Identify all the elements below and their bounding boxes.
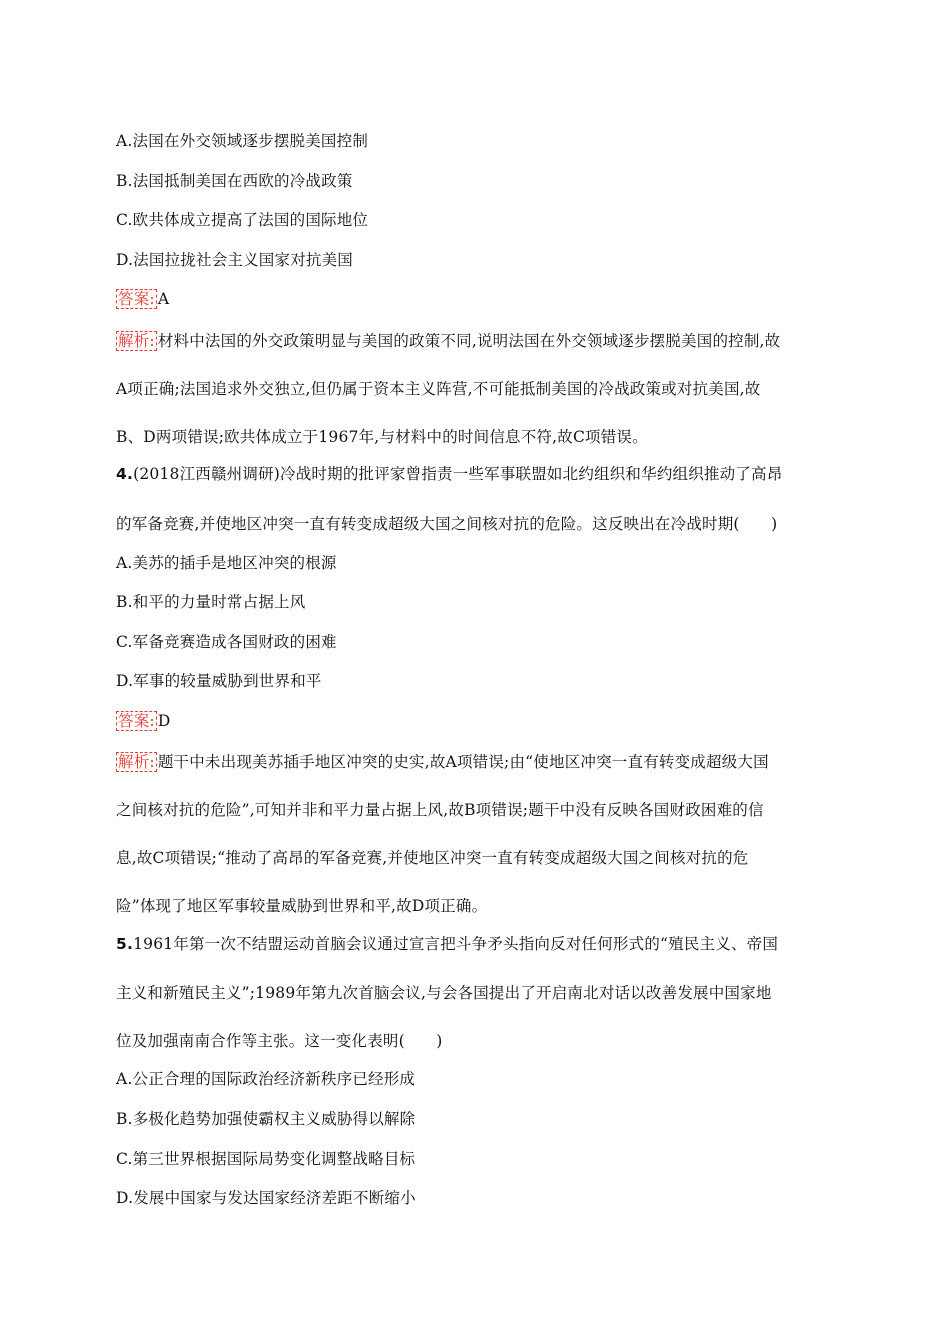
q3-option-b: B.法国抵制美国在西欧的冷战政策 — [116, 172, 353, 190]
q4-answer — [116, 710, 170, 732]
q3-option-c: C.欧共体成立提高了法国的国际地位 — [116, 211, 369, 229]
q3-analysis-line-2: A项正确;法国追求外交独立,但仍属于资本主义阵营,不可能抵制美国的冷战政策或对抗美国,故 — [116, 380, 761, 398]
answer-tag: 答案: — [118, 290, 155, 308]
q4-analysis-line-1 — [116, 751, 769, 773]
q4-number: 4. — [116, 465, 134, 483]
q4-analysis-text-1: 题干中未出现美苏插手地区冲突的史实,故A项错误;由“使地区冲突一直有转变成超级大国 — [157, 753, 769, 771]
q3-analysis-line-3: B、D两项错误;欧共体成立于1967年,与材料中的时间信息不符,故C项错误。 — [116, 428, 648, 446]
q3-answer-value: A — [157, 290, 170, 308]
analysis-tag: 解析: — [118, 332, 155, 350]
q4-analysis-line-2: 之间核对抗的危险”,可知并非和平力量占据上风,故B项错误;题干中没有反映各国财政困难的信 — [116, 801, 764, 819]
q5-stem-line-2: 主义和新殖民主义”;1989年第九次首脑会议,与会各国提出了开启南北对话以改善发展中国家地 — [116, 984, 772, 1002]
q3-option-a: A.法国在外交领域逐步摆脱美国控制 — [116, 132, 369, 150]
answer-tag: 答案: — [118, 712, 155, 730]
q4-stem-text-1: (2018江西赣州调研)冷战时期的批评家曾指责一些军事联盟如北约组织和华约组织推动了高昂 — [133, 465, 783, 483]
q4-analysis-line-4: 险”体现了地区军事较量威胁到世界和平,故D项正确。 — [116, 897, 488, 915]
q4-option-d: D.军事的较量威胁到世界和平 — [116, 672, 322, 690]
q3-analysis-text-1: 材料中法国的外交政策明显与美国的政策不同,说明法国在外交领域逐步摆脱美国的控制,故 — [157, 332, 781, 350]
analysis-tag: 解析: — [118, 753, 155, 771]
q3-answer — [116, 288, 169, 310]
q5-option-b: B.多极化趋势加强使霸权主义威胁得以解除 — [116, 1110, 416, 1128]
q5-stem-line-3: 位及加强南南合作等主张。这一变化表明( ) — [116, 1032, 443, 1050]
q5-option-c: C.第三世界根据国际局势变化调整战略目标 — [116, 1150, 416, 1168]
q4-stem-line-1 — [116, 463, 782, 485]
q5-number: 5. — [116, 935, 134, 953]
q4-analysis-line-3: 息,故C项错误;“推动了高昂的军备竞赛,并使地区冲突一直有转变成超级大国之间核对抗的危 — [116, 849, 749, 867]
q4-option-c: C.军备竞赛造成各国财政的困难 — [116, 633, 337, 651]
q4-option-b: B.和平的力量时常占据上风 — [116, 593, 306, 611]
q4-stem-line-2: 的军备竞赛,并使地区冲突一直有转变成超级大国之间核对抗的危险。这反映出在冷战时期( ) — [116, 515, 778, 533]
q5-option-a: A.公正合理的国际政治经济新秩序已经形成 — [116, 1070, 416, 1088]
q4-answer-value: D — [157, 712, 171, 730]
q3-option-d: D.法国拉拢社会主义国家对抗美国 — [116, 251, 354, 269]
q5-stem-line-1 — [116, 933, 778, 955]
q5-option-d: D.发展中国家与发达国家经济差距不断缩小 — [116, 1189, 416, 1207]
q4-option-a: A.美苏的插手是地区冲突的根源 — [116, 554, 337, 572]
q5-stem-text-1: 1961年第一次不结盟运动首脑会议通过宣言把斗争矛头指向反对任何形式的“殖民主义、帝国 — [133, 935, 779, 953]
q3-analysis-line-1 — [116, 330, 780, 352]
